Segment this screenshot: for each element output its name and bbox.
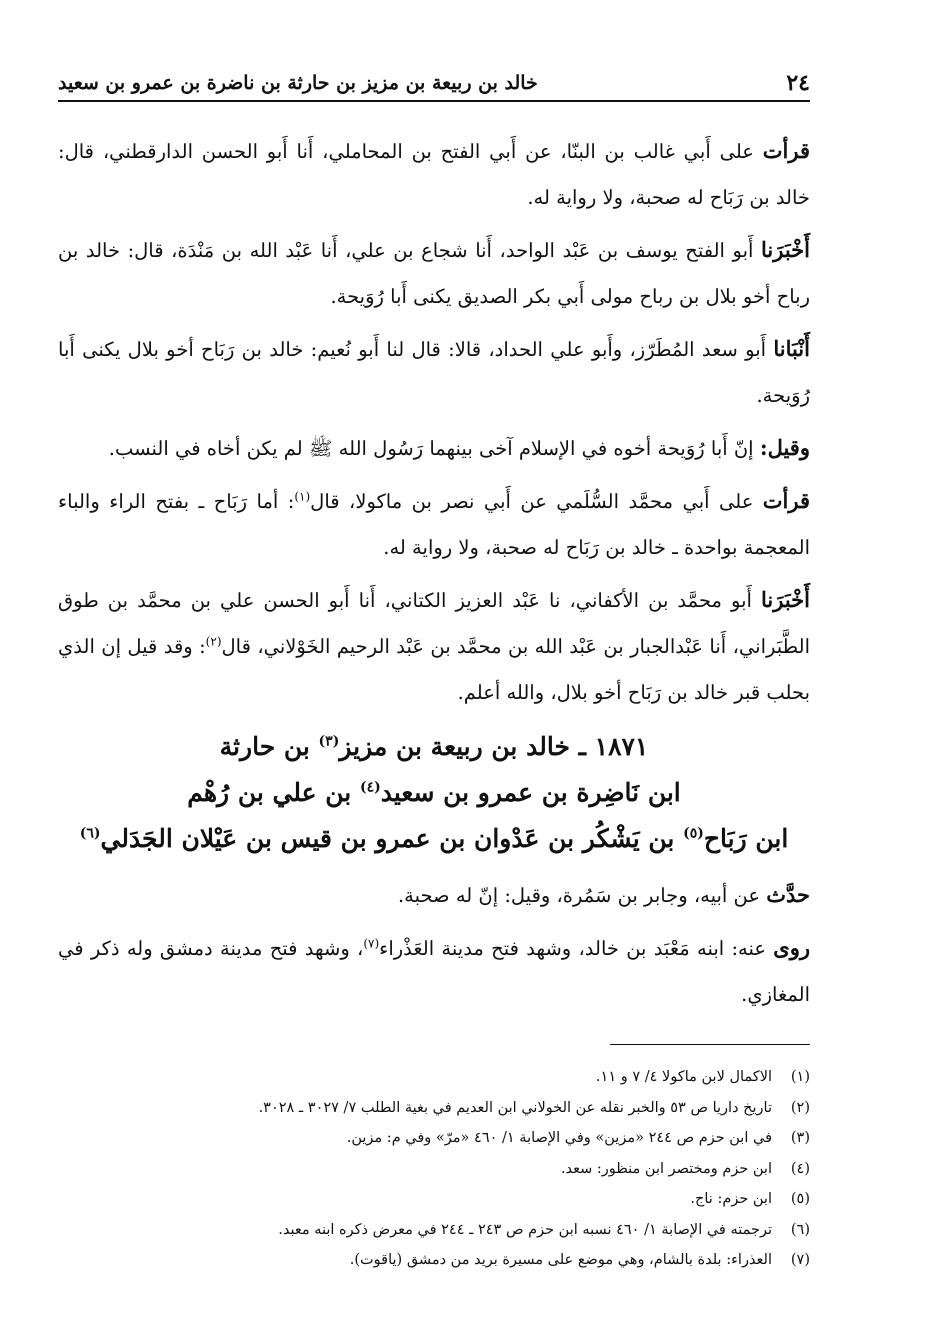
footnote [130, 1123, 810, 1154]
paragraph-text: على أَبي غالب بن البنّا، عن أَبي الفتح بن المحاملي، أَنا أَبو الحسن الدارقطني، قال: خالد بن رَبَاح له صحبة، ولا رواية له. [58, 140, 810, 209]
footnote-text: ابن حزم ومختصر ابن منظور: سعد. [560, 1160, 772, 1177]
paragraph-text: ، وشهد فتح مدينة دمشق وله ذكر في المغازي. [58, 937, 810, 1006]
footnote [130, 1215, 810, 1246]
paragraph-text: إنّ أَبا رُوَيحة أخوه في الإسلام آخى بينهما رَسُول الله ﷺ لم يكن أخاه في النسب. [108, 437, 760, 460]
entry-heading-text: ١٨٧١ ـ خالد بن ربيعة بن مزيز [339, 732, 649, 761]
footnote-text: في ابن حزم ص ٢٤٤ «مزين» وفي الإصابة ١/ ٤٦٠ «مرّ» وفي م: مزين. [346, 1130, 772, 1146]
paragraph-lead: قرأت [762, 138, 810, 163]
footnote-ref[interactable]: (٣) [318, 733, 340, 750]
paragraph-text: : أما رَبَاح ـ بفتح الراء والباء المعجمة بواحدة ـ خالد بن رَبَاح له صحبة، ولا رواية له. [58, 490, 810, 559]
footnote-ref[interactable]: (٥) [683, 825, 704, 842]
paragraph-lead: أَخْبَرَنا [761, 587, 810, 612]
paragraph-lead: قرأت [762, 488, 811, 513]
paragraph [58, 326, 810, 419]
main-text [58, 128, 810, 1024]
paragraph [58, 128, 810, 221]
footnote [130, 1245, 810, 1276]
paragraph-lead: أَخْبَرَنا [761, 237, 810, 262]
footnote [130, 1093, 810, 1124]
entry-heading-text: بن علي بن رُهْم [187, 778, 360, 807]
page-header [58, 62, 810, 102]
footnote-text: تاريخ داريا ص ٥٣ والخبر نقله عن الخولاني ابن العديم في بغية الطلب ٧/ ٣٠٢٧ ـ ٣٠٢٨. [258, 1099, 772, 1116]
paragraph-lead: أَنْبَانا [773, 336, 810, 361]
footnote-text: ابن حزم: ناج. [690, 1191, 772, 1207]
running-title: خالد بن ربيعة بن مزيز بن حارثة بن ناضرة بن عمرو بن سعيد [58, 72, 538, 94]
paragraph [58, 872, 810, 919]
footnote-number: (٧) [790, 1252, 810, 1268]
footnote-ref[interactable]: (٢) [205, 634, 222, 649]
paragraph-lead: وقيل: [759, 435, 810, 460]
paragraph [58, 925, 810, 1018]
entry-heading-text: ابن نَاضِرة بن عمرو بن سعيد [380, 778, 681, 807]
footnote [130, 1184, 810, 1215]
footnote-number: (٣) [790, 1130, 810, 1146]
footnote-number: (٤) [790, 1160, 810, 1177]
footnote-number: (٥) [790, 1191, 810, 1207]
footnote [130, 1154, 810, 1185]
footnote-text: الاكمال لابن ماكولا ٤/ ٧ و ١١. [595, 1069, 772, 1085]
entry-heading-text: بن حارثة [219, 732, 319, 761]
footnote-divider [610, 1044, 810, 1045]
paragraph-lead: روى [773, 935, 810, 960]
entry-heading-line [58, 770, 810, 816]
footnote-text: العذراء: بلدة بالشام، وهي موضع على مسيرة بريد من دمشق (ياقوت). [349, 1252, 772, 1268]
paragraph-text: أَبو سعد المُطَرّز، وأَبو علي الحداد، قالا: قال لنا أَبو نُعيم: خالد بن رَبَاح أخو بلال يكنى أَبا رُوَيحة. [58, 338, 810, 407]
footnote-number: (٢) [790, 1099, 810, 1116]
page-number: ٢٤ [786, 70, 810, 96]
paragraph [58, 577, 810, 716]
entry-heading [58, 724, 810, 862]
paragraph-lead: حدَّث [766, 882, 810, 907]
entry-heading-text: بن يَشْكُر بن عَدْوان بن عمرو بن قيس بن عَيْلان الجَدَلي [100, 824, 684, 853]
footnote [130, 1062, 810, 1093]
paragraph-text: على أَبي محمَّد السُّلَمي عن أَبي نصر بن ماكولا، قال [310, 490, 763, 513]
paragraph-text: : وقد قيل إن الذي بحلب قبر خالد بن رَبَاح أخو بلال، والله أعلم. [58, 635, 810, 704]
paragraph [58, 425, 810, 472]
paragraph-text: أَبو الفتح يوسف بن عَبْد الواحد، أَنا شجاع بن علي، أَنا عَبْد الله بن مَنْدَة، قال: خالد بن رباح أخو بلال بن رباح مولى أَبي بكر الصديق يكنى أَبا رُوَيحة. [58, 239, 810, 308]
footnote-text: ترجمته في الإصابة ١/ ٤٦٠ نسبه ابن حزم ص ٢٤٣ ـ ٢٤٤ في معرض ذكره ابنه معبد. [278, 1221, 772, 1238]
paragraph [58, 478, 810, 571]
footnote-ref[interactable]: (٧) [363, 936, 380, 951]
footnotes [130, 1062, 810, 1276]
footnote-ref[interactable]: (٤) [359, 779, 381, 796]
footnote-ref[interactable]: (١) [294, 489, 311, 504]
footnote-number: (١) [790, 1069, 810, 1085]
footnote-ref[interactable]: (٦) [79, 825, 101, 842]
paragraph [58, 227, 810, 320]
paragraph-text: عنه: ابنه مَعْبَد بن خالد، وشهد فتح مدينة العَذْراء [379, 937, 774, 960]
entry-heading-line [58, 724, 810, 770]
entry-heading-line [58, 816, 810, 862]
paragraph-text: عن أبيه، وجابر بن سَمُرة، وقيل: إنّ له صحبة. [397, 884, 767, 907]
footnote-number: (٦) [790, 1221, 810, 1238]
paragraph-text: أَبو محمَّد بن الأكفاني، نا عَبْد العزيز الكتاني، أَنا أَبو الحسن علي بن محمَّد بن طوق الطَّبَراني، أَنا عَبْدالجبار بن عَبْد الله بن محمَّد بن عَبْد الرحيم الخَوْلاني، قال [58, 589, 810, 658]
entry-heading-text: ابن رَبَاح [703, 824, 789, 853]
